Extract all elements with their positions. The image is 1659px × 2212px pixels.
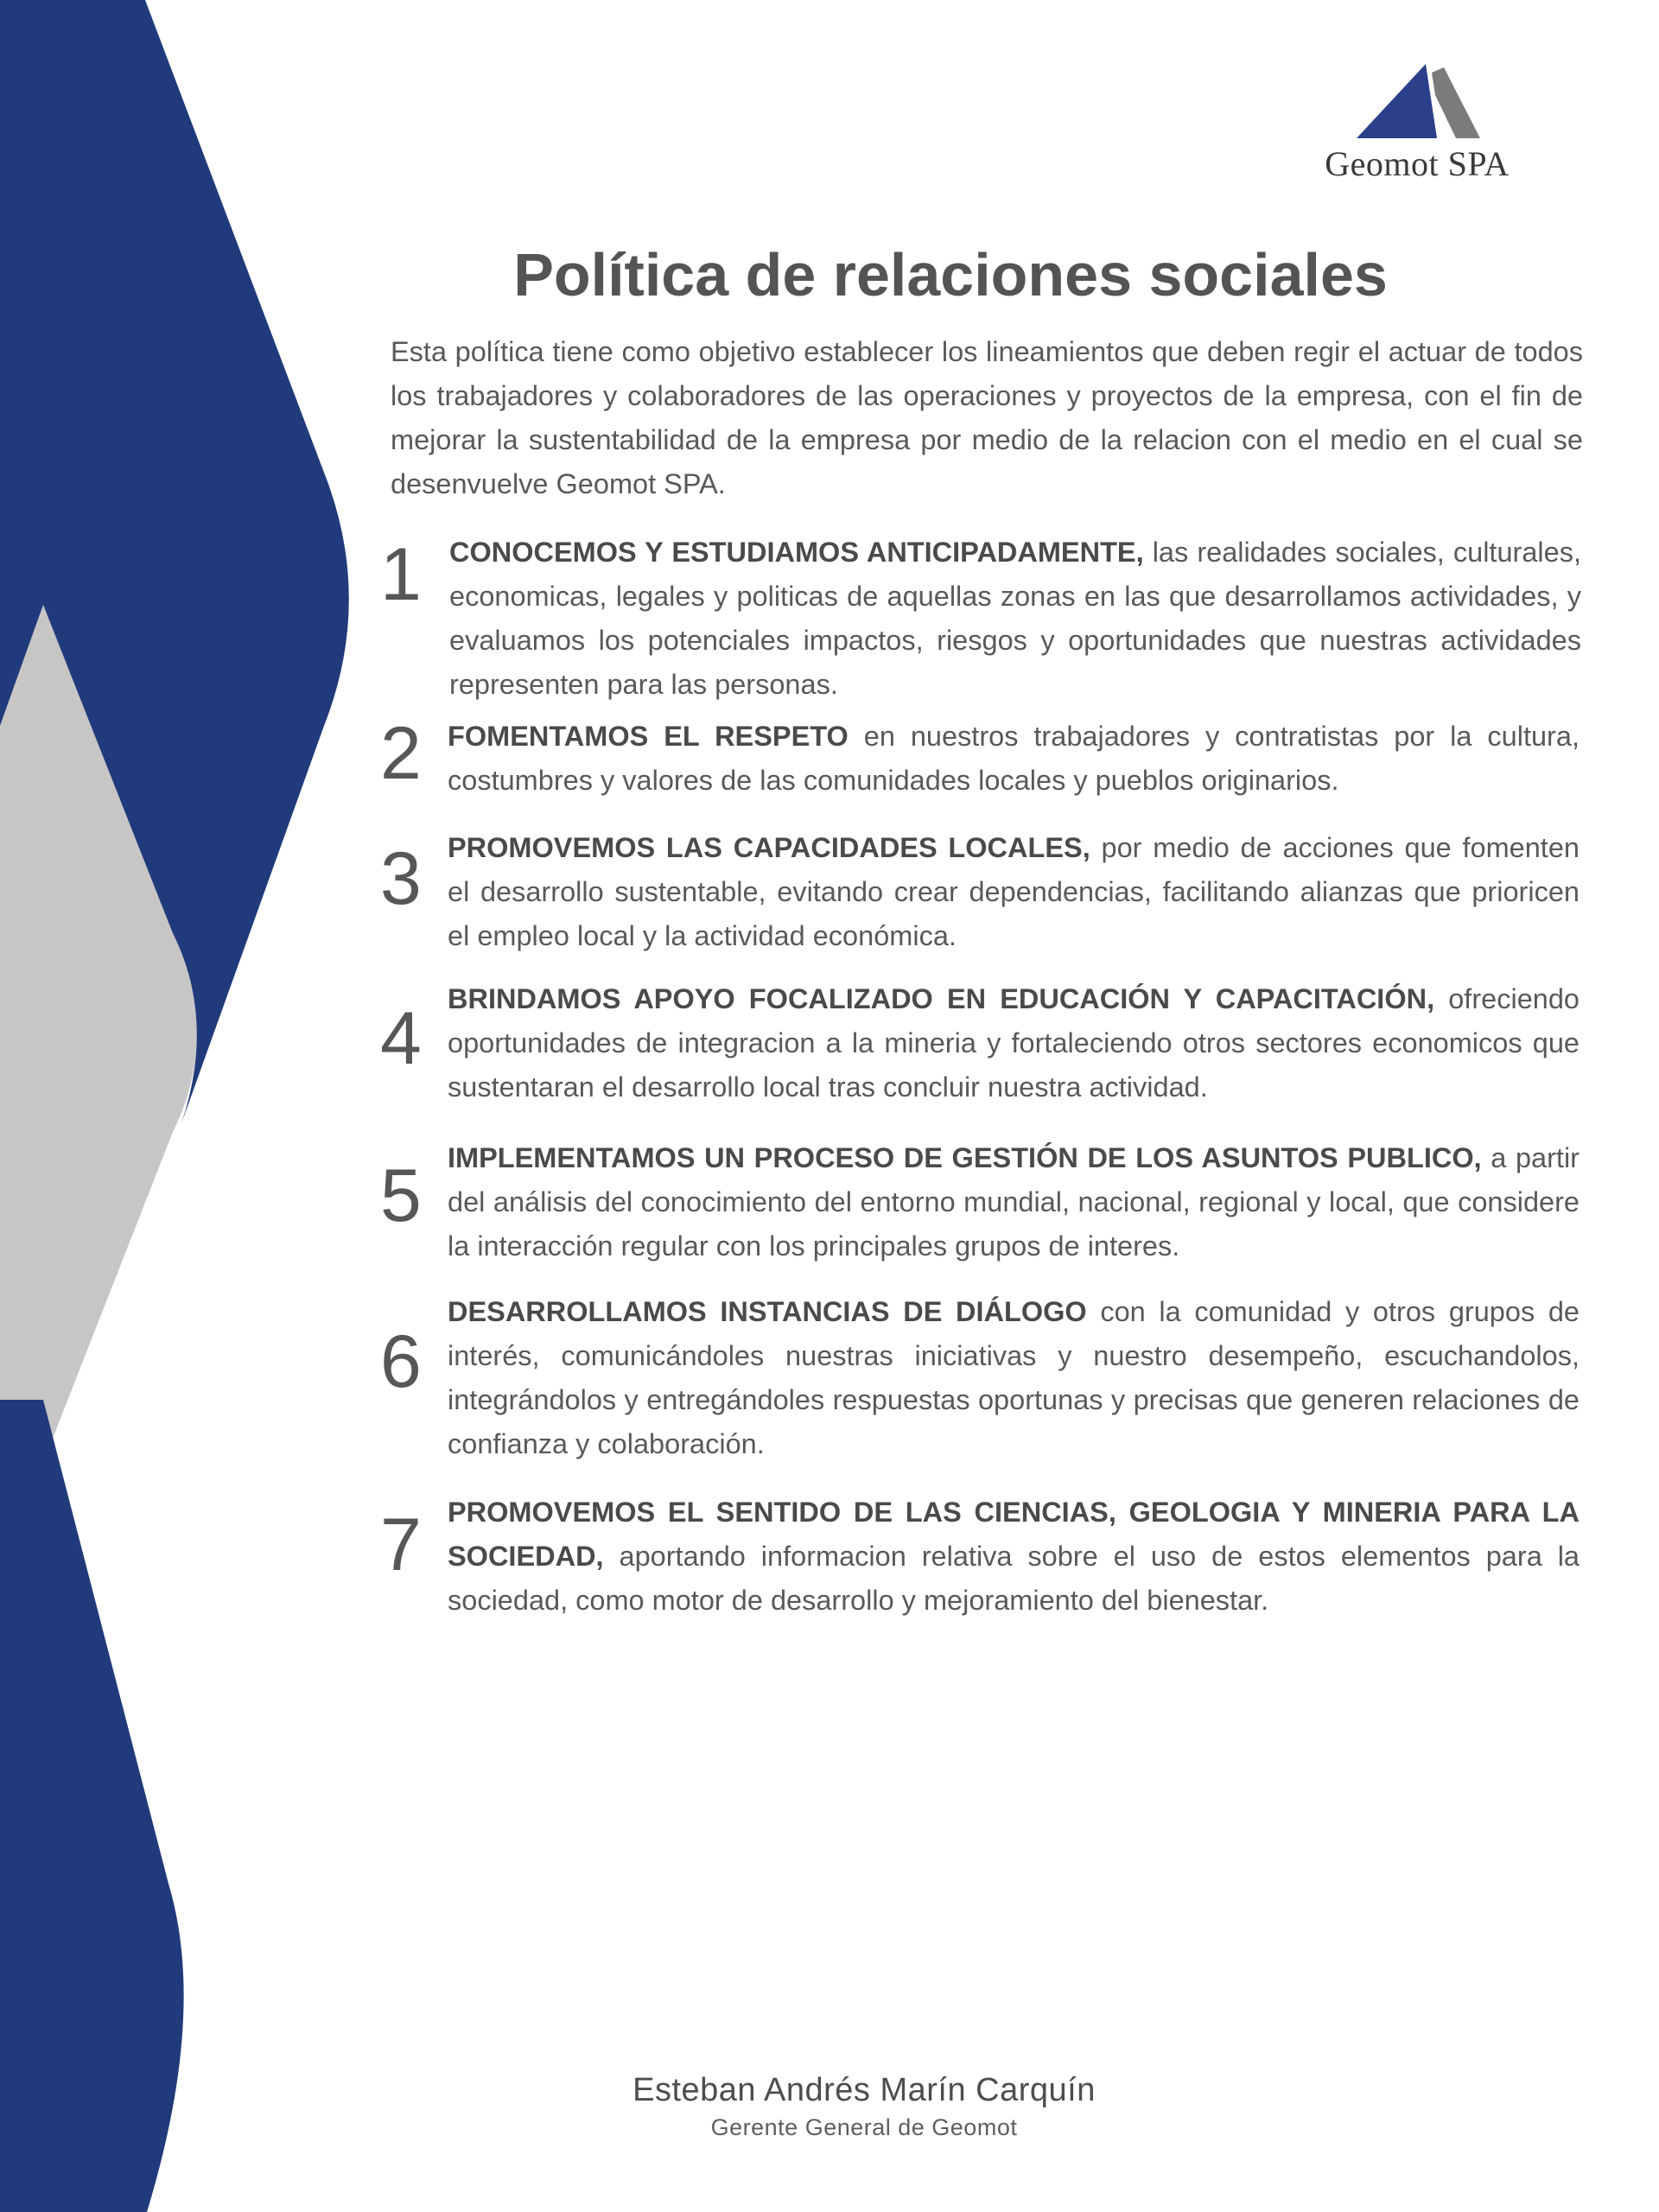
principle-number: 1	[380, 533, 422, 616]
intro-paragraph: Esta política tiene como objetivo establecer los lineamientos que deben regir el actuar de todos los trabajadores y colaboradores de las operaciones y proyectos de la empresa, con el fin de mejorar la sustentabilidad de la empresa por medio de la relacion con el medio en el cual se desenvuelve Geomot SPA.	[391, 336, 1583, 499]
principle-item-2	[380, 712, 1590, 803]
signatory-role: Gerente General de Geomot	[710, 2114, 1018, 2140]
principle-body	[448, 977, 1580, 1109]
principle-number: 6	[380, 1320, 422, 1403]
principle-text: las realidades sociales, culturales, economicas, legales y politicas de aquellas zonas en las que desarrollamos actividades, y evaluamos los potenciales impactos, riesgos y oportunidades que nuestras actividades representen para las personas.	[449, 537, 1581, 700]
principle-item-7	[380, 1491, 1590, 1623]
principle-item-4	[380, 977, 1590, 1109]
principle-lead: BRINDAMOS APOYO FOCALIZADO EN EDUCACIÓN Y CAPACITACIÓN,	[448, 983, 1435, 1014]
principle-number: 2	[380, 712, 422, 795]
mountain-peak-icon	[1352, 62, 1482, 140]
principle-item-1	[380, 531, 1590, 707]
principle-lead: DESARROLLAMOS INSTANCIAS DE DIÁLOGO	[448, 1296, 1087, 1327]
principle-item-3	[380, 826, 1590, 958]
principle-number: 5	[380, 1154, 422, 1237]
company-logo	[1296, 62, 1538, 184]
principle-text: por medio de acciones que fomenten el desarrollo sustentable, evitando crear dependencias, facilitando alianzas que prioricen el empleo local y la actividad económica.	[448, 832, 1580, 951]
navy-band-bottom	[0, 1400, 184, 2212]
principle-body	[449, 531, 1581, 707]
principle-text: en nuestros trabajadores y contratistas por la cultura, costumbres y valores de las comunidades locales y pueblos originarios.	[448, 721, 1580, 796]
principle-body	[448, 1491, 1580, 1623]
principle-body	[448, 826, 1580, 958]
principle-number: 4	[380, 997, 422, 1080]
signatory-name: Esteban Andrés Marín Carquín	[632, 2072, 1096, 2108]
principle-text: a partir del análisis del conocimiento del entorno mundial, nacional, regional y local, que considere la interacción regular con los principales grupos de interes.	[448, 1142, 1580, 1262]
principle-number: 7	[380, 1503, 422, 1586]
principle-item-6	[380, 1290, 1590, 1466]
principle-lead: PROMOVEMOS EL SENTIDO DE LAS CIENCIAS, GEOLOGIA Y MINERIA PARA LA SOCIEDAD,	[448, 1497, 1580, 1572]
logo-peak-blue	[1357, 64, 1437, 138]
principle-text: con la comunidad y otros grupos de interés, comunicándoles nuestras iniciativas y nuestro desempeño, escuchandolos, integrándolos y entregándoles respuestas oportunas y precisas que generen relaciones de confianza y colaboración.	[448, 1296, 1580, 1459]
logo-ridge-gray	[1432, 67, 1480, 138]
principle-body	[448, 1136, 1580, 1268]
principle-body	[448, 1290, 1580, 1466]
principle-number: 3	[380, 837, 422, 920]
principle-lead: CONOCEMOS Y ESTUDIAMOS ANTICIPADAMENTE,	[449, 537, 1144, 568]
company-name: Geomot SPA	[1325, 144, 1510, 183]
principle-lead: PROMOVEMOS LAS CAPACIDADES LOCALES,	[448, 832, 1090, 863]
principle-text: aportando informacion relativa sobre el uso de estos elementos para la sociedad, como motor de desarrollo y mejoramiento del bienestar.	[448, 1541, 1580, 1616]
page-title: Política de relaciones sociales	[513, 241, 1388, 308]
principle-body	[448, 715, 1580, 803]
principle-lead: IMPLEMENTAMOS UN PROCESO DE GESTIÓN DE LOS ASUNTOS PUBLICO,	[448, 1142, 1482, 1173]
principle-text: ofreciendo oportunidades de integracion a la mineria y fortaleciendo otros sectores economicos que sustentaran el desarrollo local tras concluir nuestra actividad.	[448, 983, 1580, 1103]
signature-block	[518, 2072, 1210, 2141]
principle-item-5	[380, 1136, 1590, 1268]
principle-lead: FOMENTAMOS EL RESPETO	[448, 721, 849, 752]
